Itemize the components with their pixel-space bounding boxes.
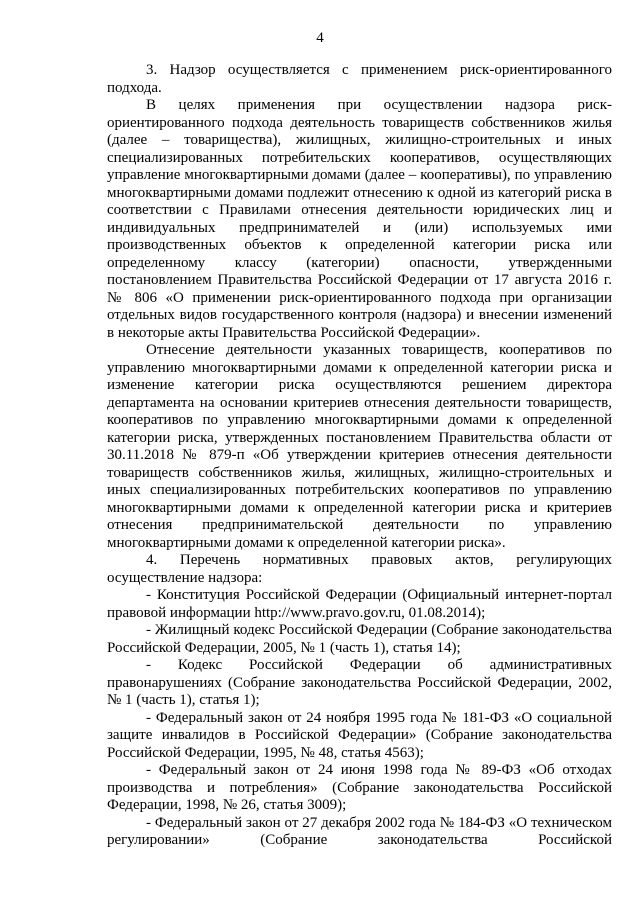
list-item-law-184: - Федеральный закон от 27 декабря 2002 года № 184-ФЗ «О техническом регулировании» (Собрание законодательства Российской — [107, 814, 612, 848]
list-item-administrative-code: - Кодекс Российской Федерации об административных правонарушениях (Собрание законодательства Российской Федерации, 2002, № 1 (часть 1), статья 1); — [107, 657, 612, 708]
list-item-law-89: - Федеральный закон от 24 июня 1998 года № 89-ФЗ «Об отходах производства и потребления» (Собрание законодательства Российской Федерации, 1998, № 26, статья 3009); — [107, 762, 612, 813]
paragraph-risk-categories: В целях применения при осуществлении надзора риск-ориентированного подхода деятельность товариществ собственников жилья (далее – товарищества), жилищных, жилищно-строительных и иных специализированных потребительских кооперативов, осуществляющих управление многоквартирными домами (далее – кооперативы), по управлению многоквартирными домами подлежит отнесению к одной из категорий риска в соответствии с Правилами отнесения деятельности юридических лиц и индивидуальных предпринимателей и (или) используемых ими производственных объектов к определенной категории риска или определенному классу (категории) опасности, утвержденными постановлением Правительства Российской Федерации от 17 августа 2016 г. № 806 «О применении риск-ориентированного подхода при организации отдельных видов государственного контроля (надзора) и внесении изменений в некоторые акты Правительства Российской Федерации». — [107, 97, 612, 341]
list-item-constitution: - Конституция Российской Федерации (Официальный интернет-портал правовой информации http://www.pravo.gov.ru, 01.08.2014); — [107, 587, 612, 621]
paragraph-risk-approach: 3. Надзор осуществляется с применением риск-ориентированного подхода. — [107, 62, 612, 96]
page-number: 4 — [316, 30, 324, 46]
list-item-housing-code: - Жилищный кодекс Российской Федерации (Собрание законодательства Российской Федерации, 2005, № 1 (часть 1), статья 14); — [107, 622, 612, 656]
paragraph-category-assignment: Отнесение деятельности указанных товариществ, кооперативов по управлению многоквартирными домами к определенной категории риска и изменение категории риска осуществляются решением директора департамента на основании критериев отнесения деятельности товариществ, кооперативов по управлению многоквартирными домами к определенной категории риска, утвержденных постановлением Правительства области от 30.11.2018 № 879-п «Об утверждении критериев отнесения деятельности товариществ собственников жилья, жилищных, жилищно-строительных и иных специализированных потребительских кооперативов по управлению многоквартирными домами к определенной категории риска и критериев отнесения предпринимательской деятельности по управлению многоквартирными домами к определенной категории риска». — [107, 342, 612, 551]
list-item-law-181: - Федеральный закон от 24 ноября 1995 года № 181-ФЗ «О социальной защите инвалидов в Российской Федерации» (Собрание законодательства Российской Федерации, 1995, № 48, статья 4563); — [107, 709, 612, 761]
paragraph-acts-list-heading: 4. Перечень нормативных правовых актов, регулирующих осуществление надзора: — [107, 552, 612, 586]
document-body — [107, 62, 612, 850]
